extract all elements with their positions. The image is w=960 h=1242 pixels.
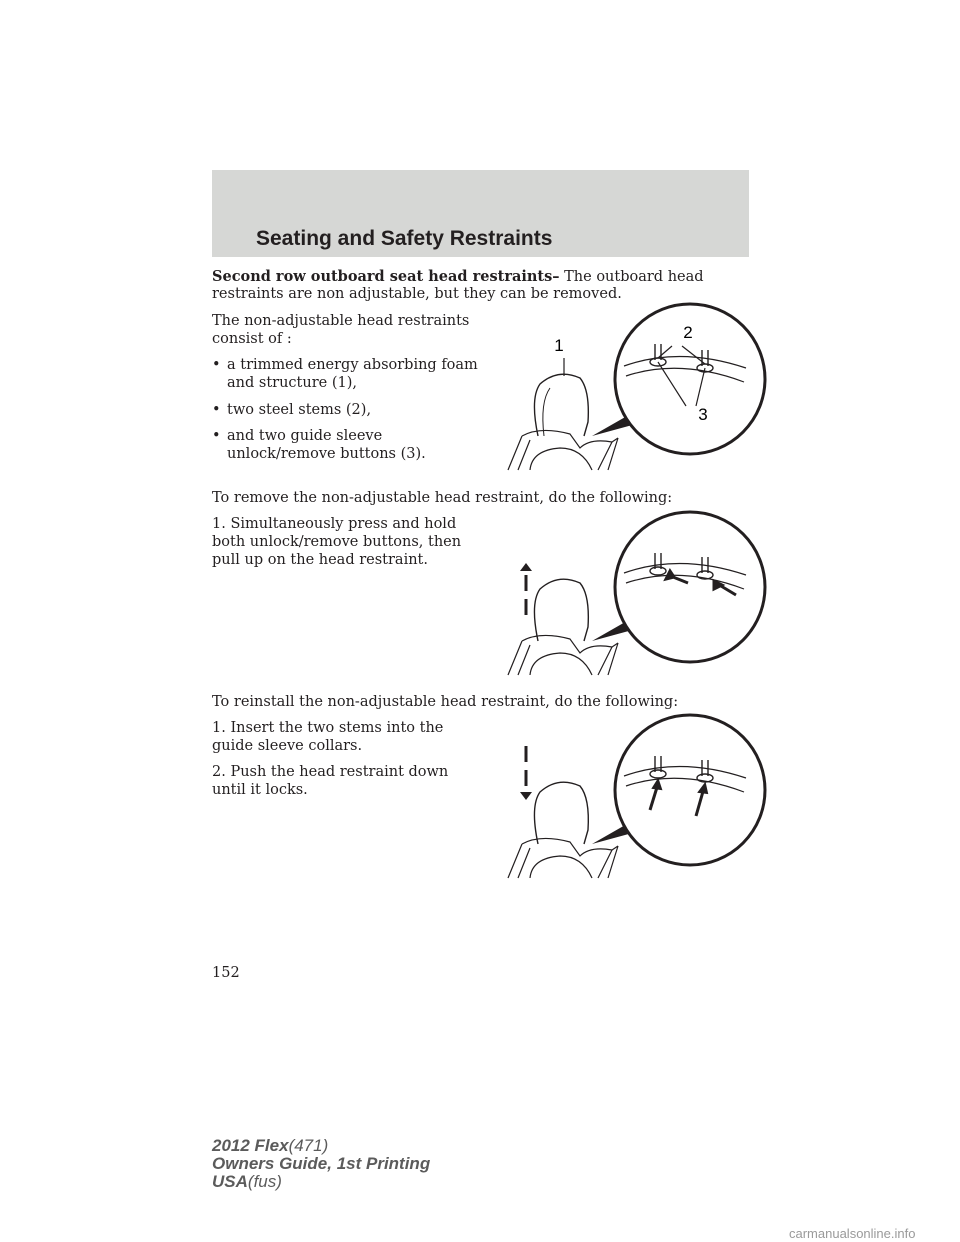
section-title: Seating and Safety Restraints (256, 227, 553, 250)
reinstall-step2-line2: until it locks. (212, 782, 308, 798)
reinstall-step2-line1: 2. Push the head restraint down (212, 764, 449, 780)
list-item: two steel stems (2), (227, 402, 372, 418)
intro-paragraph-line2: restraints are non adjustable, but they can be removed. (212, 286, 622, 302)
bullet-3: • (212, 428, 221, 444)
list-item: a trimmed energy absorbing foam (227, 357, 478, 373)
callout-1: 1 (554, 336, 564, 355)
reinstall-step1-line2: guide sleeve collars. (212, 738, 363, 754)
list-item: and two guide sleeve (227, 428, 383, 444)
page-number: 152 (212, 965, 240, 981)
consist-line2: consist of : (212, 331, 292, 347)
figure-head-restraint-parts (500, 318, 760, 478)
consist-line1: The non-adjustable head restraints (212, 313, 470, 329)
bullet-2: • (212, 402, 221, 418)
reinstall-intro: To reinstall the non-adjustable head restraint, do the following: (212, 694, 679, 710)
callout-2: 2 (683, 323, 693, 342)
footer-code: (471) (288, 1136, 329, 1155)
figure-remove-head-restraint (500, 513, 760, 683)
footer-market-code: (fus) (247, 1172, 282, 1191)
footer-market: USA (212, 1172, 248, 1191)
watermark[interactable]: carmanualsonline.info (789, 1226, 916, 1241)
bullet-1: • (212, 357, 221, 373)
removal-intro: To remove the non-adjustable head restraint, do the following: (212, 490, 673, 506)
removal-step1-line1: 1. Simultaneously press and hold (212, 516, 457, 532)
intro-line1-rest: The outboard head (559, 269, 704, 285)
footer-guide: Owners Guide, 1st Printing (212, 1154, 431, 1173)
callout-3: 3 (698, 405, 708, 424)
figure-reinstall-head-restraint (500, 716, 760, 886)
print-footer (212, 1137, 430, 1191)
removal-step1-line2: both unlock/remove buttons, then (212, 534, 462, 550)
section-header-band (212, 170, 749, 257)
removal-step1-line3: pull up on the head restraint. (212, 552, 428, 568)
list-item-cont: unlock/remove buttons (3). (227, 446, 426, 462)
reinstall-step1-line1: 1. Insert the two stems into the (212, 720, 444, 736)
list-item-cont: and structure (1), (227, 375, 357, 391)
footer-model: 2012 Flex (212, 1136, 289, 1155)
intro-heading: Second row outboard seat head restraints– (212, 268, 560, 285)
intro-paragraph-line1 (212, 268, 704, 286)
